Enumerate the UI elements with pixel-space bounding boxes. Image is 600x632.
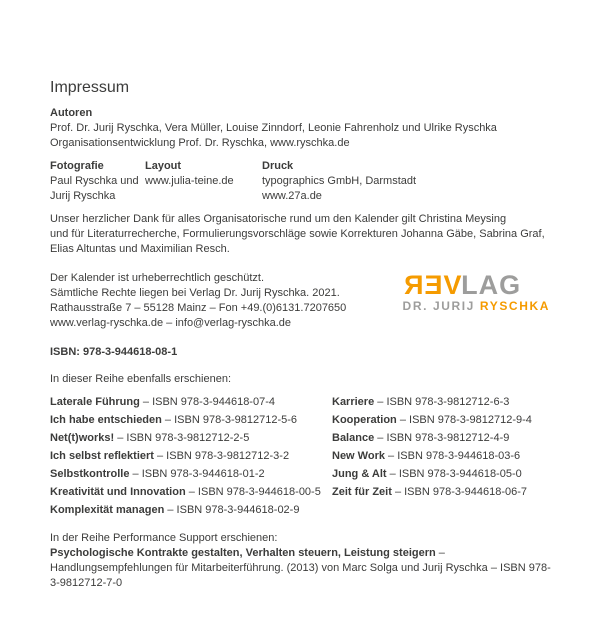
performance-intro: In der Reihe Performance Support erschienen: bbox=[50, 532, 278, 544]
separator: – bbox=[374, 396, 387, 408]
logo-ver-mirrored-text: VER bbox=[402, 270, 462, 300]
separator: – bbox=[161, 414, 175, 426]
series-item-title: Karriere bbox=[332, 396, 375, 408]
separator: – bbox=[129, 468, 142, 480]
separator: – bbox=[185, 486, 198, 498]
series-item bbox=[50, 393, 332, 411]
series-list-left-column bbox=[50, 393, 332, 519]
series-item-title: Selbstkontrolle bbox=[50, 468, 130, 480]
credits-line: Jurij Ryschka bbox=[50, 190, 116, 202]
authors-heading: Autoren bbox=[50, 107, 93, 119]
series-item-isbn: ISBN 978-3-944618-00-5 bbox=[197, 486, 321, 498]
authors-line: Organisationsentwicklung Prof. Dr. Ryschka, www.ryschka.de bbox=[50, 137, 350, 149]
series-item-isbn: ISBN 978-3-9812712-6-3 bbox=[386, 396, 510, 408]
series-item bbox=[332, 411, 552, 429]
series-item-isbn: ISBN 978-3-9812712-3-2 bbox=[166, 450, 290, 462]
copyright-text bbox=[50, 271, 346, 331]
publisher-logo-subtitle bbox=[403, 299, 550, 313]
separator: – bbox=[396, 414, 410, 426]
series-item bbox=[50, 429, 332, 447]
acknowledgements-line: und für Literaturrecherche, Formulierungsvorschläge sowie Korrekturen Johanna Gäbe, Sabrina Graf, bbox=[50, 228, 545, 240]
copyright-line: Sämtliche Rechte liegen bei Verlag Dr. Jurij Ryschka. 2021. bbox=[50, 287, 340, 299]
separator: – bbox=[153, 450, 167, 462]
credits-column-layout bbox=[145, 159, 262, 204]
credits-line: typographics GmbH, Darmstadt bbox=[262, 175, 417, 187]
logo-subtitle-gray: DR. JURIJ bbox=[402, 299, 480, 313]
series-item bbox=[332, 447, 552, 465]
authors-section bbox=[50, 106, 552, 151]
series-item-title: Balance bbox=[332, 432, 375, 444]
credits-heading: Fotografie bbox=[50, 160, 104, 172]
acknowledgements-line: Unser herzlicher Dank für alles Organisatorische rund um den Kalender gilt Christina Meysing bbox=[50, 213, 507, 225]
series-intro: In dieser Reihe ebenfalls erschienen: bbox=[50, 373, 232, 385]
series-item-title: Ich habe entschieden bbox=[50, 414, 162, 426]
series-item-isbn: ISBN 978-3-944618-03-6 bbox=[397, 450, 521, 462]
series-item-title: Kooperation bbox=[332, 414, 397, 426]
series-item-isbn: ISBN 978-3-944618-05-0 bbox=[398, 468, 522, 480]
series-item-title: Ich selbst reflektiert bbox=[50, 450, 154, 462]
series-item-isbn: ISBN 978-3-944618-02-9 bbox=[176, 504, 300, 516]
series-item-title: Net(t)works! bbox=[50, 432, 115, 444]
separator: – bbox=[114, 432, 127, 444]
series-item-isbn: ISBN 978-3-9812712-4-9 bbox=[386, 432, 510, 444]
copyright-line: Der Kalender ist urheberrechtlich geschützt. bbox=[50, 272, 264, 284]
series-item bbox=[50, 411, 332, 429]
performance-entry-title: Psychologische Kontrakte gestalten, Verhalten steuern, Leistung steigern bbox=[50, 547, 436, 559]
credits-column-druck bbox=[262, 159, 552, 204]
series-item bbox=[50, 501, 332, 519]
logo-subtitle-orange: RYSCHKA bbox=[479, 299, 550, 313]
series-item-isbn: ISBN 978-3-944618-06-7 bbox=[404, 486, 528, 498]
isbn-main: ISBN: 978-3-944618-08-1 bbox=[50, 346, 178, 358]
series-item bbox=[332, 429, 552, 447]
credits-heading: Druck bbox=[262, 160, 294, 172]
series-item bbox=[332, 465, 552, 483]
acknowledgements-paragraph bbox=[50, 212, 552, 257]
acknowledgements-line: Elias Altuntas und Maximilian Resch. bbox=[50, 243, 230, 255]
publisher-logo-wordmark bbox=[403, 272, 550, 298]
performance-support-section bbox=[50, 531, 552, 591]
series-item-isbn: ISBN 978-3-9812712-5-6 bbox=[174, 414, 298, 426]
series-list bbox=[50, 393, 552, 519]
series-item-title: New Work bbox=[332, 450, 385, 462]
series-item-title: Zeit für Zeit bbox=[332, 486, 392, 498]
copyright-line: Rathausstraße 7 – 55128 Mainz – Fon +49.(0)6131.7207650 bbox=[50, 302, 347, 314]
series-item-isbn: ISBN 978-3-944618-01-2 bbox=[141, 468, 265, 480]
separator: – bbox=[164, 504, 177, 516]
series-item bbox=[332, 483, 552, 501]
separator: – bbox=[139, 396, 153, 408]
separator: – bbox=[384, 450, 398, 462]
series-item bbox=[50, 447, 332, 465]
separator: – bbox=[386, 468, 399, 480]
series-item-title: Jung & Alt bbox=[332, 468, 387, 480]
series-item bbox=[50, 483, 332, 501]
publisher-logo bbox=[403, 272, 550, 313]
series-item bbox=[50, 465, 332, 483]
performance-entry bbox=[50, 546, 552, 591]
series-item-title: Kreativität und Innovation bbox=[50, 486, 186, 498]
separator: – bbox=[374, 432, 387, 444]
series-item-isbn: ISBN 978-3-944618-07-4 bbox=[152, 396, 275, 408]
credits-heading: Layout bbox=[145, 160, 182, 172]
series-item-title: Laterale Führung bbox=[50, 396, 140, 408]
credits-column-fotografie bbox=[50, 159, 145, 204]
authors-line: Prof. Dr. Jurij Ryschka, Vera Müller, Louise Zinndorf, Leonie Fahrenholz und Ulrike Ryschka bbox=[50, 122, 497, 134]
credits-line: www.julia-teine.de bbox=[145, 175, 234, 187]
copyright-section bbox=[50, 271, 552, 331]
credits-line: www.27a.de bbox=[262, 190, 322, 202]
credits-line: Paul Ryschka und bbox=[50, 175, 139, 187]
performance-entry-rest: – Handlungsempfehlungen für Mitarbeiterführung. (2013) von Marc Solga und Jurij Ryschka – ISBN 978-3-9812712-7-0 bbox=[50, 547, 551, 589]
series-item-isbn: ISBN 978-3-9812712-9-4 bbox=[409, 414, 532, 426]
page-title: Impressum bbox=[50, 79, 130, 96]
logo-lag-text: LAG bbox=[461, 270, 522, 300]
series-item-title: Komplexität managen bbox=[50, 504, 165, 516]
credits-section bbox=[50, 159, 552, 204]
series-item-isbn: ISBN 978-3-9812712-2-5 bbox=[126, 432, 250, 444]
series-list-right-column bbox=[332, 393, 552, 519]
copyright-line: www.verlag-ryschka.de – info@verlag-ryschka.de bbox=[50, 317, 292, 329]
series-item bbox=[332, 393, 552, 411]
separator: – bbox=[391, 486, 405, 498]
